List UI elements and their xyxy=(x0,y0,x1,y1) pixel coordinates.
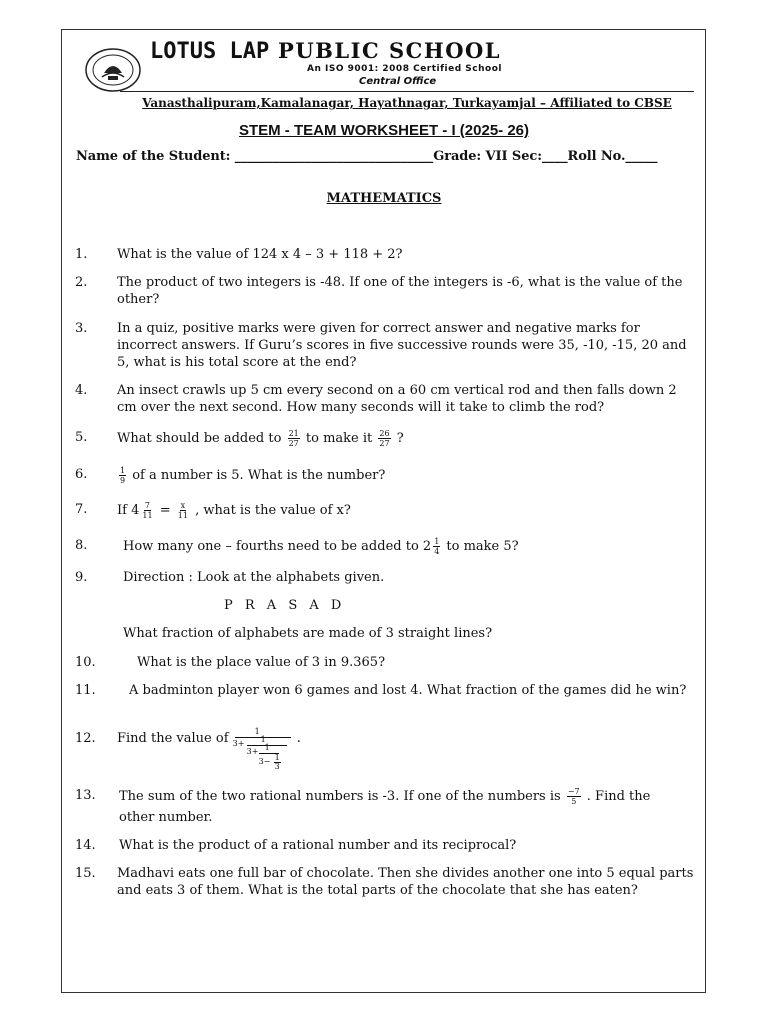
fraction: $\frac{x}{11}$ xyxy=(177,501,188,520)
nested-fraction: 1 3+ 1 3+ 1 3− 1 3 xyxy=(233,730,293,770)
school-logo xyxy=(84,47,142,93)
fraction: $\frac{7}{11}$ xyxy=(142,501,153,520)
fraction: $\frac{1}{9}$ xyxy=(120,466,126,485)
school-address: Vanasthalipuram,Kamalanagar, Hayathnagar, Turkayamjal – Affiliated to CBSE xyxy=(142,96,672,110)
iso-certification: An ISO 9001: 2008 Certified School xyxy=(307,64,502,74)
student-info-line: Name of the Student: _______________________________Grade: VII Sec:____Roll No._____ xyxy=(76,149,658,164)
school-name xyxy=(150,38,501,64)
fraction: $\frac{-7}{5}$ xyxy=(567,787,580,806)
fraction: $\frac{26}{27}$ xyxy=(379,429,390,448)
fraction: $\frac{21}{27}$ xyxy=(288,429,299,448)
question-9-word: P R A S A D xyxy=(224,598,346,613)
subject-heading: MATHEMATICS xyxy=(326,191,442,206)
header-divider xyxy=(120,91,694,92)
fraction: $\frac{1}{4}$ xyxy=(434,537,440,556)
school-name-stylized: LOTUS LAP xyxy=(150,39,270,64)
school-name-rest: PUBLIC SCHOOL xyxy=(278,38,502,63)
worksheet-title: STEM - TEAM WORKSHEET - I (2025- 26) xyxy=(238,122,530,139)
office-label: Central Office xyxy=(359,76,437,87)
